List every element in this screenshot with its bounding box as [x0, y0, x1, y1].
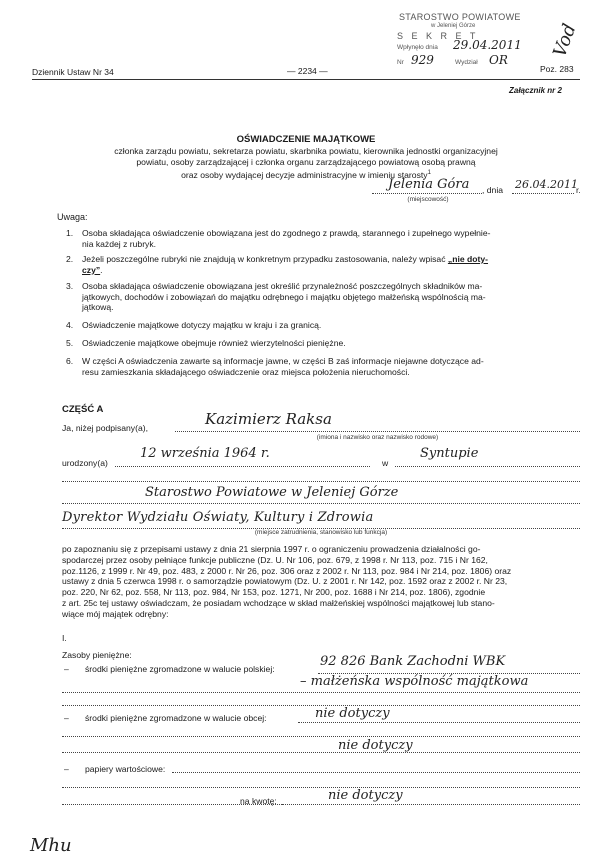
stamp-received-label: Wpłynęło dnia — [397, 44, 438, 51]
born-label: urodzony(a) — [62, 458, 108, 468]
registry-stamp — [393, 12, 533, 76]
legal-paragraph: po zapoznaniu się z przepisami ustawy z dnia 21 sierpnia 1997 r. o ograniczeniu prowadzenia działalności go- spodarczej przez osoby pełniące funkcje publiczne (Dz. U. Nr 106, poz. 679, z 1998 r. Nr 113, poz. 715 i Nr 162, poz.1126, z 1999 r. Nr 49, poz. 483, z 2000 r. Nr 26, poz. 306 oraz z 2002 r. Nr 113, poz. 984 i Nr 214, poz. 1806) oraz ustawy z dnia 5 czerwca 1998 r. o samorządzie powiatowym (Dz. U. z 2001 r. Nr 142, poz. 1592 oraz z 2002 r. Nr 23, poz. 220, Nr 62, poz. 558, Nr 113, poz. 984, Nr 153, poz. 1271, Nr 200, poz. 1688 i Nr 214, poz. 1806), zgodnie z art. 25c tej ustawy oświadczam, że posiadam wchodzące w skład małżeńskiej wspólności majątkowej lub stano- wiące mój majątek odrębny: — [62, 544, 512, 619]
securities-label: papiery wartościowe: — [85, 764, 166, 774]
securities-dash: – — [64, 764, 69, 774]
cash-label: Zasoby pieniężne: — [62, 650, 132, 660]
footer-signature: Mhu — [30, 835, 72, 856]
pln-value: 92 826 Bank Zachodni WBK — [320, 654, 506, 669]
pln-label: środki pieniężne zgromadzone w walucie polskiej: — [85, 664, 275, 674]
note-6: W części A oświadczenia zawarte są informacje jawne, w części B zaś informacje niejawne dotyczące ad- resu zamieszkania składającego oświadczenie oraz miejsca położenia nieruchomości. — [82, 356, 484, 377]
page-number: — 2234 — — [287, 66, 328, 76]
position-number: Poz. 283 — [540, 64, 574, 74]
journal-name: Dziennik Ustaw Nr 34 — [32, 67, 114, 77]
note-5: Oświadczenie majątkowe obejmuje również wierzytelności pieniężne. — [82, 338, 346, 348]
amount-value: nie dotyczy — [328, 788, 403, 803]
corner-signature: Vod — [549, 21, 581, 60]
footnote-mark: 1 — [427, 170, 431, 176]
pln-value2: – małżeńska wspólność majątkowa — [300, 674, 529, 689]
notes-list: 1. Osoba składająca oświadczenie obowiązana jest do zgodnego z prawdą, starannego i zupełnego wypełnie- nia każdej z rubryk. 2. Jeżeli poszczególne rubryki nie znajdują w konkretnym przypadku zastosowania, należy wpisać „nie doty- czy”. 3. Osoba składająca oświadczenie obowiązana jest określić przynależność poszczególnych składników ma- jątkowych, dochodów i zobowiązań do majątku odrębnego i majątku objętego małżeńską wspólnością ma- jątkową. 4. Oświadczenie majątkowe dotyczy majątku w kraju i za granicą. 5. Oświadczenie majątkowe obejmuje również wierzytelności pieniężne. 6. W części A oświadczenia zawarte są informacje jawne, w części B zaś informacje niejawne dotyczące ad- resu zamieszkania składającego oświadczenie oraz miejsca położenia nieruchomości. — [66, 228, 586, 378]
foreign-value2: nie dotyczy — [338, 738, 413, 753]
date-suffix: r. — [576, 185, 581, 195]
amount-label: na kwotę: — [240, 796, 277, 806]
subtitle-line1: członka zarządu powiatu, sekretarza powiatu, skarbnika powiatu, kierownika jednostki organizacyjnej — [114, 146, 498, 156]
stamp-line2: w Jeleniej Górze — [431, 23, 476, 29]
stamp-received-date: 29.04.2011 — [453, 38, 522, 52]
born-place: Syntupie — [420, 446, 479, 461]
subtitle-line2: powiatu, osoby zarządzającej i członka organu zarządzającego powiatową osobą prawną — [136, 157, 476, 167]
position-caption: (miejsce zatrudnienia, stanowisko lub funkcja) — [254, 529, 388, 536]
date-value: 26.04.2011 — [515, 178, 578, 191]
born-date: 12 września 1964 r. — [140, 446, 270, 461]
workplace-value: Starostwo Powiatowe w Jeleniej Górze — [145, 485, 399, 500]
subtitle — [32, 146, 580, 181]
stamp-nr-value: 929 — [411, 53, 434, 67]
place-value: Jelenia Góra — [388, 177, 470, 192]
place-caption: (miejscowość) — [407, 196, 449, 203]
stamp-dept-label: Wydział — [455, 59, 478, 66]
foreign-label: środki pieniężne zgromadzone w walucie obcej: — [85, 713, 267, 723]
foreign-dash: – — [64, 713, 69, 723]
stamp-dept-value: OR — [489, 53, 508, 67]
name-value: Kazimierz Raksa — [205, 410, 332, 428]
foreign-value: nie dotyczy — [315, 706, 390, 721]
name-label: Ja, niżej podpisany(a), — [62, 423, 148, 433]
stamp-line3: S E K R E T — [397, 31, 479, 41]
stamp-nr-label: Nr — [397, 59, 404, 66]
subtitle-line3: oraz osoby wydającej decyzje administracyjne w imieniu starosty$^1$ — [181, 169, 431, 180]
section-roman: I. — [62, 633, 67, 643]
note-1: Osoba składająca oświadczenie obowiązana jest do zgodnego z prawdą, starannego i zupełnego wypełnie- nia każdej z rubryk. — [82, 228, 491, 249]
note-2: Jeżeli poszczególne rubryki nie znajdują w konkretnym przypadku zastosowania, należy wpisać „nie doty- czy”. — [82, 254, 489, 275]
position-value: Dyrektor Wydziału Oświaty, Kultury i Zdrowia — [62, 510, 374, 525]
name-caption: (imiona i nazwisko oraz nazwisko rodowe) — [316, 434, 439, 441]
date-separator: , dnia — [482, 185, 504, 195]
stamp-line1: STAROSTWO POWIATOWE — [399, 12, 521, 22]
document-title: OŚWIADCZENIE MAJĄTKOWE — [236, 134, 376, 145]
note-3: Osoba składająca oświadczenie obowiązana jest określić przynależność poszczególnych składników ma- jątkowych, dochodów i zobowiązań do majątku odrębnego i majątku objętego małżeńską wspólnością ma- jątkową. — [82, 281, 486, 313]
pln-dash: – — [64, 664, 69, 674]
notes-label: Uwaga: — [57, 212, 88, 222]
note-4: Oświadczenie majątkowe dotyczy majątku w kraju i za granicą. — [82, 320, 322, 330]
attachment-label: Załącznik nr 2 — [509, 86, 562, 95]
header-rule — [32, 79, 580, 80]
born-in: w — [382, 458, 389, 468]
part-a-heading: CZĘŚĆ A — [62, 404, 104, 415]
